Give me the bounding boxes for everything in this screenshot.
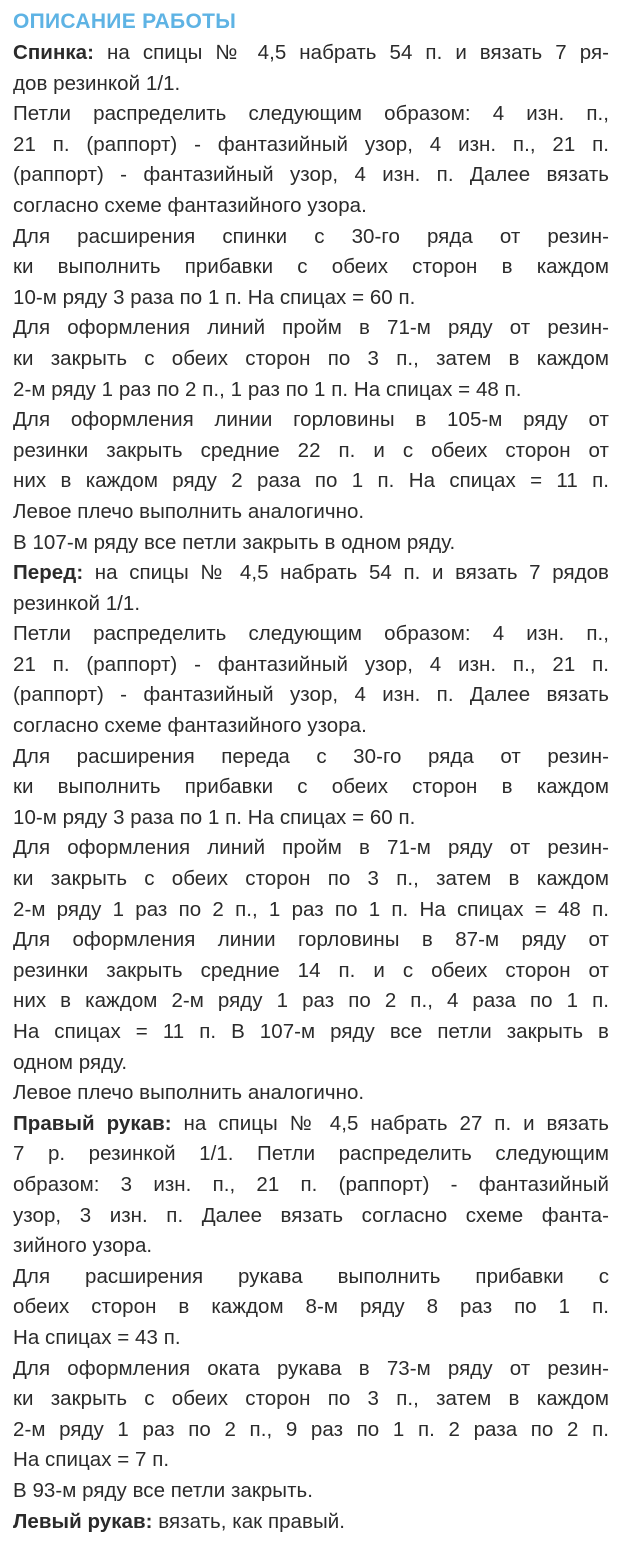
line-text: Петли распределить следующим образом: 4 изн. п., xyxy=(13,622,609,646)
line-text: (раппорт) - фантазийный узор, 4 изн. п. Далее вязать xyxy=(13,683,609,707)
text-line xyxy=(13,803,609,834)
text-line xyxy=(13,1445,609,1476)
text-line xyxy=(13,925,609,956)
line-text: Для расширения рукава выполнить прибавки с xyxy=(13,1264,609,1288)
text-line xyxy=(13,742,609,773)
paragraph xyxy=(13,1109,609,1262)
paragraph xyxy=(13,528,609,559)
text-line xyxy=(13,405,609,436)
text-line xyxy=(13,1017,609,1048)
text-line xyxy=(13,344,609,375)
text-line xyxy=(13,283,609,314)
line-text: согласно схеме фантазийного узора. xyxy=(13,714,367,738)
text-line xyxy=(13,252,609,283)
line-text: 2-м ряду 1 раз по 2 п., 9 раз по 1 п. 2 раза по 2 п. xyxy=(13,1417,609,1441)
line-text: одном ряду. xyxy=(13,1050,128,1074)
paragraph xyxy=(13,99,609,221)
text-line xyxy=(13,528,609,559)
line-text: Левое плечо выполнить аналогично. xyxy=(13,499,365,523)
line-text: Для расширения спинки с 30-го ряда от резин- xyxy=(13,224,609,248)
line-text: ки выполнить прибавки с обеих сторон в каждом xyxy=(13,775,609,799)
text-line xyxy=(13,99,609,130)
text-line xyxy=(13,1262,609,1293)
line-text: 10-м ряду 3 раза по 1 п. На спицах = 60 п. xyxy=(13,285,416,309)
paragraph xyxy=(13,222,609,314)
text-line xyxy=(13,956,609,987)
instructions-body xyxy=(13,38,609,1537)
text-line xyxy=(13,1048,609,1079)
line-text: ки закрыть с обеих сторон по 3 п., затем в каждом xyxy=(13,346,609,370)
text-line xyxy=(13,375,609,406)
line-text: резинкой 1/1. xyxy=(13,591,141,615)
document-page xyxy=(13,6,609,1537)
text-line xyxy=(13,1078,609,1109)
text-line xyxy=(13,160,609,191)
text-line xyxy=(13,1354,609,1385)
line-text: (раппорт) - фантазийный узор, 4 изн. п. Далее вязать xyxy=(13,163,609,187)
line-text: Для оформления линии горловины в 87-м ряду от xyxy=(13,928,609,952)
line-text: 21 п. (раппорт) - фантазийный узор, 4 изн. п., 21 п. xyxy=(13,652,609,676)
line-text: на спицы № 4,5 набрать 27 п. и вязать xyxy=(171,1111,609,1135)
text-line xyxy=(13,1139,609,1170)
line-text: 21 п. (раппорт) - фантазийный узор, 4 изн. п., 21 п. xyxy=(13,132,609,156)
paragraph xyxy=(13,1354,609,1476)
line-text: обеих сторон в каждом 8-м ряду 8 раз по 1 п. xyxy=(13,1295,609,1319)
section-lead: Правый рукав: xyxy=(13,1111,172,1135)
text-line xyxy=(13,1476,609,1507)
line-text: На спицах = 43 п. xyxy=(13,1325,181,1349)
line-text: В 107-м ряду все петли закрыть в одном ряду. xyxy=(13,530,456,554)
paragraph xyxy=(13,619,609,741)
text-line xyxy=(13,864,609,895)
line-text: резинки закрыть средние 14 п. и с обеих сторон от xyxy=(13,958,609,982)
text-line xyxy=(13,589,609,620)
line-text: Для оформления линии горловины в 105-м ряду от xyxy=(13,408,609,432)
line-text: 2-м ряду 1 раз по 2 п., 1 раз по 1 п. На спицах = 48 п. xyxy=(13,377,522,401)
text-line xyxy=(13,130,609,161)
line-text: них в каждом 2-м ряду 1 раз по 2 п., 4 раза по 1 п. xyxy=(13,989,609,1013)
paragraph xyxy=(13,405,609,527)
line-text: Для расширения переда с 30-го ряда от резин- xyxy=(13,744,609,768)
line-text: 10-м ряду 3 раза по 1 п. На спицах = 60 п. xyxy=(13,805,416,829)
text-line xyxy=(13,619,609,650)
section-lead: Спинка: xyxy=(13,41,95,64)
text-line xyxy=(13,1323,609,1354)
text-line xyxy=(13,436,609,467)
text-line xyxy=(13,558,609,589)
line-text: дов резинкой 1/1. xyxy=(13,71,181,95)
text-line xyxy=(13,711,609,742)
text-line xyxy=(13,191,609,222)
text-line xyxy=(13,1170,609,1201)
paragraph xyxy=(13,833,609,1078)
text-line xyxy=(13,1384,609,1415)
paragraph xyxy=(13,1078,609,1109)
line-text: вязать, как правый. xyxy=(152,1509,345,1533)
paragraph xyxy=(13,38,609,99)
text-line xyxy=(13,1231,609,1262)
paragraph xyxy=(13,1476,609,1507)
text-line xyxy=(13,772,609,803)
line-text: на спицы № 4,5 набрать 54 п. и вязать 7 ря- xyxy=(94,41,609,64)
line-text: ки закрыть с обеих сторон по 3 п., затем в каждом xyxy=(13,1387,609,1411)
line-text: образом: 3 изн. п., 21 п. (раппорт) - фантазийный xyxy=(13,1172,609,1196)
paragraph xyxy=(13,313,609,405)
paragraph xyxy=(13,1262,609,1354)
line-text: ки выполнить прибавки с обеих сторон в каждом xyxy=(13,255,609,279)
text-line xyxy=(13,650,609,681)
text-line xyxy=(13,895,609,926)
text-line xyxy=(13,69,609,100)
section-heading: ОПИСАНИЕ РАБОТЫ xyxy=(13,10,237,33)
text-line xyxy=(13,1201,609,1232)
paragraph xyxy=(13,1507,609,1538)
line-text: зийного узора. xyxy=(13,1234,153,1258)
line-text: На спицах = 7 п. xyxy=(13,1448,170,1472)
line-text: Для оформления линий пройм в 71-м ряду от резин- xyxy=(13,316,609,340)
paragraph xyxy=(13,742,609,834)
paragraph xyxy=(13,558,609,619)
text-line xyxy=(13,1292,609,1323)
text-line xyxy=(13,38,609,69)
line-text: На спицах = 11 п. В 107-м ряду все петли закрыть в xyxy=(13,1020,609,1043)
text-line xyxy=(13,1415,609,1446)
text-line xyxy=(13,986,609,1017)
line-text: Левое плечо выполнить аналогично. xyxy=(13,1081,365,1105)
line-text: резинки закрыть средние 22 п. и с обеих сторон от xyxy=(13,438,609,462)
line-text: согласно схеме фантазийного узора. xyxy=(13,193,367,217)
line-text: 2-м ряду 1 раз по 2 п., 1 раз по 1 п. На спицах = 48 п. xyxy=(13,897,609,921)
line-text: Для оформления линий пройм в 71-м ряду от резин- xyxy=(13,836,609,860)
line-text: них в каждом ряду 2 раза по 1 п. На спицах = 11 п. xyxy=(13,469,609,493)
line-text: В 93-м ряду все петли закрыть. xyxy=(13,1478,314,1502)
text-line xyxy=(13,833,609,864)
line-text: 7 р. резинкой 1/1. Петли распределить следующим xyxy=(13,1142,609,1166)
line-text: Для оформления оката рукава в 73-м ряду от резин- xyxy=(13,1356,609,1380)
text-line xyxy=(13,680,609,711)
line-text: узор, 3 изн. п. Далее вязать согласно схеме фанта- xyxy=(13,1203,609,1227)
line-text: на спицы № 4,5 набрать 54 п. и вязать 7 рядов xyxy=(83,561,609,585)
text-line xyxy=(13,1109,609,1140)
text-line xyxy=(13,222,609,253)
line-text: ки закрыть с обеих сторон по 3 п., затем в каждом xyxy=(13,867,609,891)
section-lead: Перед: xyxy=(13,561,84,585)
line-text: Петли распределить следующим образом: 4 изн. п., xyxy=(13,102,609,126)
text-line xyxy=(13,1507,609,1538)
text-line xyxy=(13,497,609,528)
section-lead: Левый рукав: xyxy=(13,1509,153,1533)
text-line xyxy=(13,313,609,344)
text-line xyxy=(13,466,609,497)
